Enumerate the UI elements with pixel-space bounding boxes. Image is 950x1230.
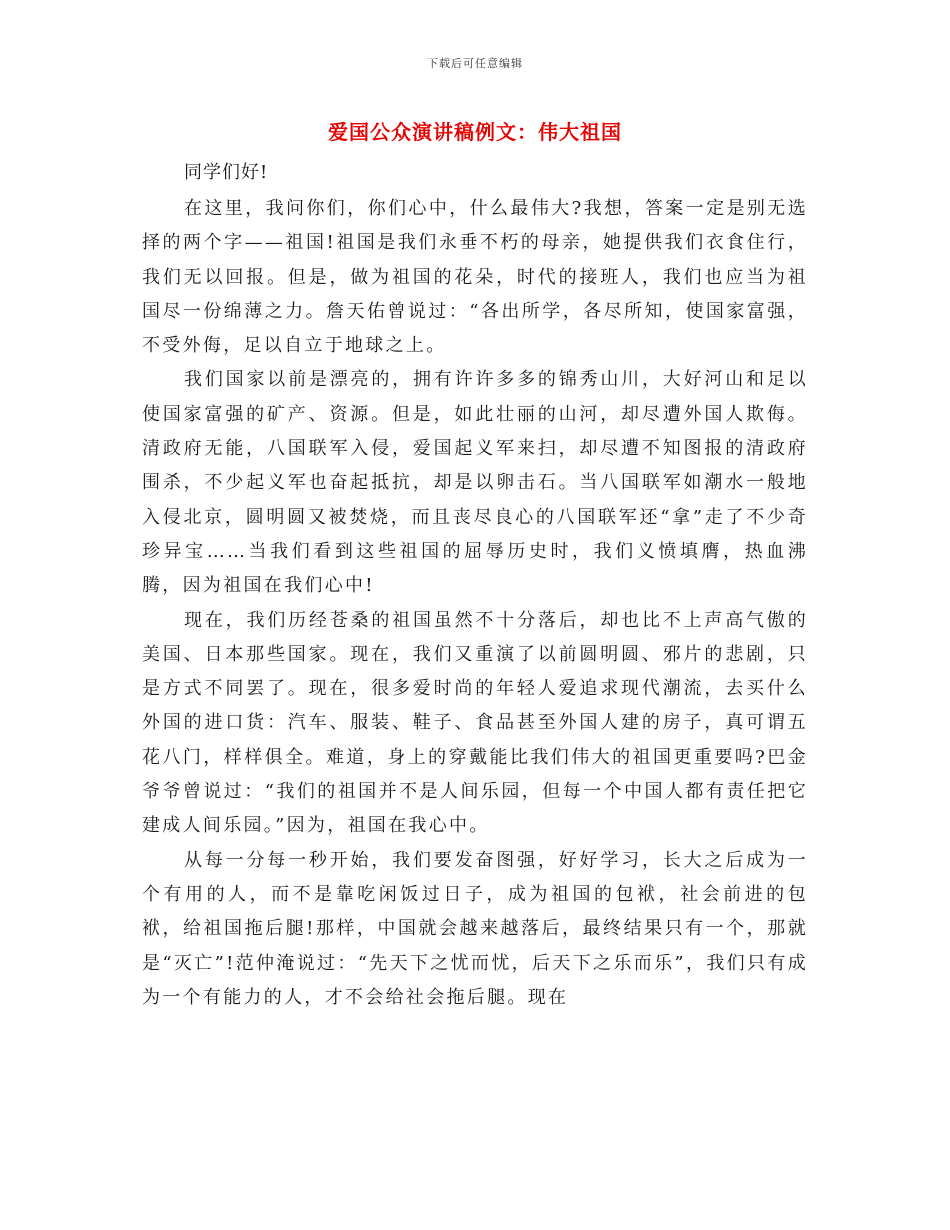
paragraph-3: 现在，我们历经苍桑的祖国虽然不十分落后，却也比不上声高气傲的美国、日本那些国家。现在，我们又重演了以前圆明圆、邪片的悲剧，只是方式不同罢了。现在，很多爱时尚的年轻人爱追求现代潮流，去买什么外国的进口货：汽车、服装、鞋子、食品甚至外国人建的房子，真可谓五花八门，样样俱全。难道，身上的穿戴能比我们伟大的祖国更重要吗?巴金爷爷曾说过：“我们的祖国并不是人间乐园，但每一个中国人都有责任把它建成人间乐园。”因为，祖国在我心中。 xyxy=(142,609,808,837)
document-body xyxy=(142,158,808,1015)
header-note: 下载后可任意编辑 xyxy=(427,57,523,70)
paragraph-2: 我们国家以前是漂亮的，拥有许许多多的锦秀山川，大好河山和足以使国家富强的矿产、资源。但是，如此壮丽的山河，却尽遭外国人欺侮。清政府无能，八国联军入侵，爱国起义军来扫，却尽遭不知图报的清政府围杀，不少起义军也奋起抵抗，却是以卵击石。当八国联军如潮水一般地入侵北京，圆明圆又被焚烧，而且丧尽良心的八国联军还“拿”走了不少奇珍异宝……当我们看到这些祖国的屈辱历史时，我们义愤填膺，热血沸腾，因为祖国在我们心中! xyxy=(142,369,808,597)
paragraph-1: 在这里，我问你们，你们心中，什么最伟大?我想，答案一定是别无选择的两个字——祖国!祖国是我们永垂不朽的母亲，她提供我们衣食住行，我们无以回报。但是，做为祖国的花朵，时代的接班人，我们也应当为祖国尽一份绵薄之力。詹天佑曾说过：“各出所学，各尽所知，使国家富强，不受外侮，足以自立于地球之上。 xyxy=(142,198,808,357)
document-title: 爱国公众演讲稿例文：伟大祖国 xyxy=(328,120,622,144)
paragraph-4: 从每一分每一秒开始，我们要发奋图强，好好学习，长大之后成为一个有用的人，而不是靠吃闲饭过日子，成为祖国的包袱，社会前进的包袱，给祖国拖后腿!那样，中国就会越来越落后，最终结果只有一个，那就是“灭亡”!范仲淹说过：“先天下之忧而忧，后天下之乐而乐”，我们只有成为一个有能力的人，才不会给社会拖后腿。现在 xyxy=(142,849,808,1008)
greeting: 同学们好! xyxy=(184,162,269,183)
